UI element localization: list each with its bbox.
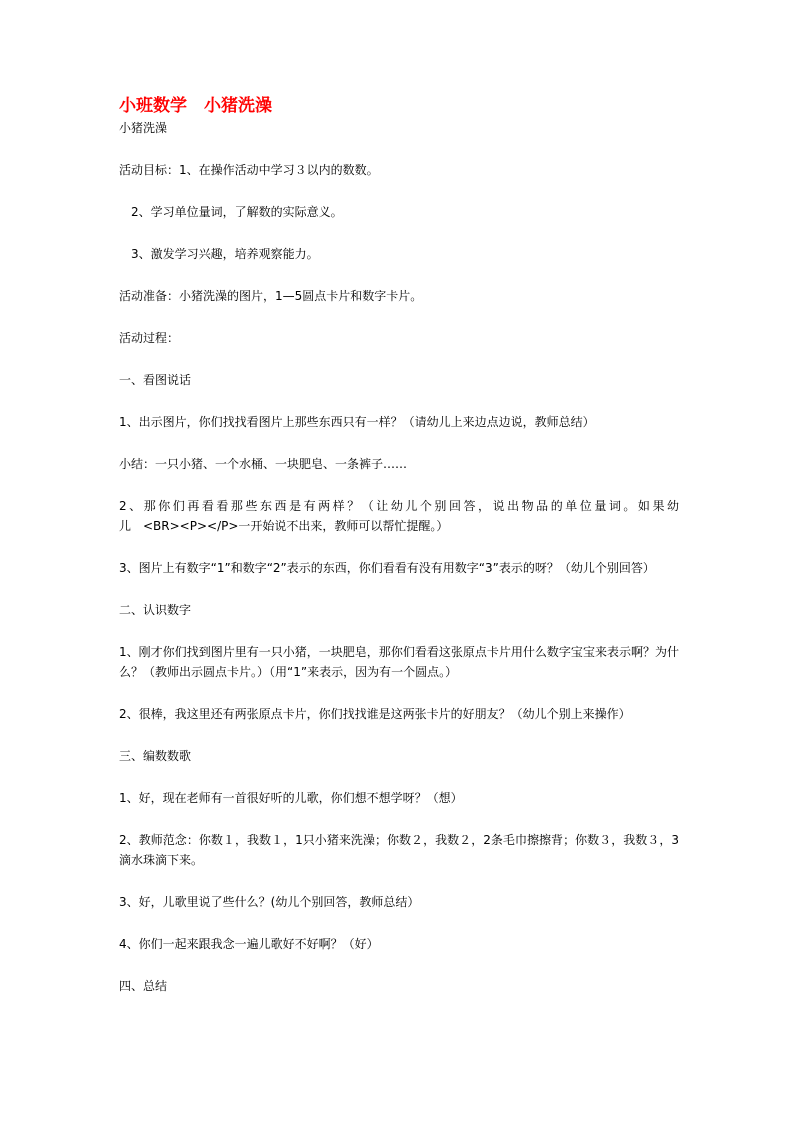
goal-3: 3、激发学习兴趣，培养观察能力。 (119, 247, 319, 261)
s2-paragraph-1-line-2: 么？（教师出示圆点卡片。）（用“1”来表示，因为有一个圆点。） (119, 665, 458, 679)
s2-paragraph-2: 2、很棒，我这里还有两张原点卡片，你们找找谁是这两张卡片的好朋友？（幼儿个别上来操作） (119, 707, 631, 721)
s1-paragraph-2-line-2: 儿 <BR><P></P>一开始说不出来，教师可以帮忙提醒。） (119, 519, 449, 533)
s2-paragraph-1-line-1: 1、刚才你们找到图片里有一只小猪，一块肥皂，那你们看看这张原点卡片用什么数字宝宝来表示啊？为什 (119, 645, 679, 659)
s1-paragraph-1: 1、出示图片，你们找找看图片上那些东西只有一样？（请幼儿上来边点边说，教师总结） (119, 415, 595, 429)
s3-paragraph-2-line-1: 2、教师范念：你数１，我数１，1只小猪来洗澡；你数２，我数２，2条毛巾擦擦背；你数３，我数３，3 (119, 833, 679, 847)
goal-1: 活动目标：1、在操作活动中学习３以内的数数。 (119, 163, 379, 177)
s3-paragraph-4: 4、你们一起来跟我念一遍儿歌好不好啊？（好） (119, 937, 379, 951)
s2-paragraph-1 (119, 642, 679, 682)
s1-paragraph-3: 3、图片上有数字“1”和数字“2”表示的东西，你们看看有没有用数字“3”表示的呀？（幼儿个别回答） (119, 561, 655, 575)
page-subtitle: 小猪洗澡 (119, 121, 168, 135)
s1-paragraph-2 (119, 496, 679, 536)
s3-paragraph-3: 3、好，儿歌里说了些什么？(幼儿个别回答，教师总结） (119, 895, 420, 909)
section-3-heading: 三、编数数歌 (119, 749, 192, 763)
s1-summary: 小结：一只小猪、一个水桶、一块肥皂、一条裤子…… (119, 457, 408, 471)
page-title: 小班数学 小猪洗澡 (119, 96, 272, 116)
document-page (119, 96, 679, 996)
s3-paragraph-1: 1、好，现在老师有一首很好听的儿歌，你们想不想学呀？（想） (119, 791, 463, 805)
section-2-heading: 二、认识数字 (119, 603, 192, 617)
s3-paragraph-2-line-2: 滴水珠滴下来。 (119, 853, 204, 867)
section-1-heading: 一、看图说话 (119, 373, 192, 387)
goal-2: 2、学习单位量词，了解数的实际意义。 (119, 205, 343, 219)
s1-paragraph-2-line-1: 2、那你们再看看那些东西是有两样？（让幼儿个别回答，说出物品的单位量词。如果幼 (119, 499, 679, 513)
preparation: 活动准备：小猪洗澡的图片，1—5圆点卡片和数字卡片。 (119, 289, 423, 303)
s3-paragraph-2 (119, 830, 679, 870)
process-label: 活动过程： (119, 331, 180, 345)
section-4-heading: 四、总结 (119, 979, 168, 993)
